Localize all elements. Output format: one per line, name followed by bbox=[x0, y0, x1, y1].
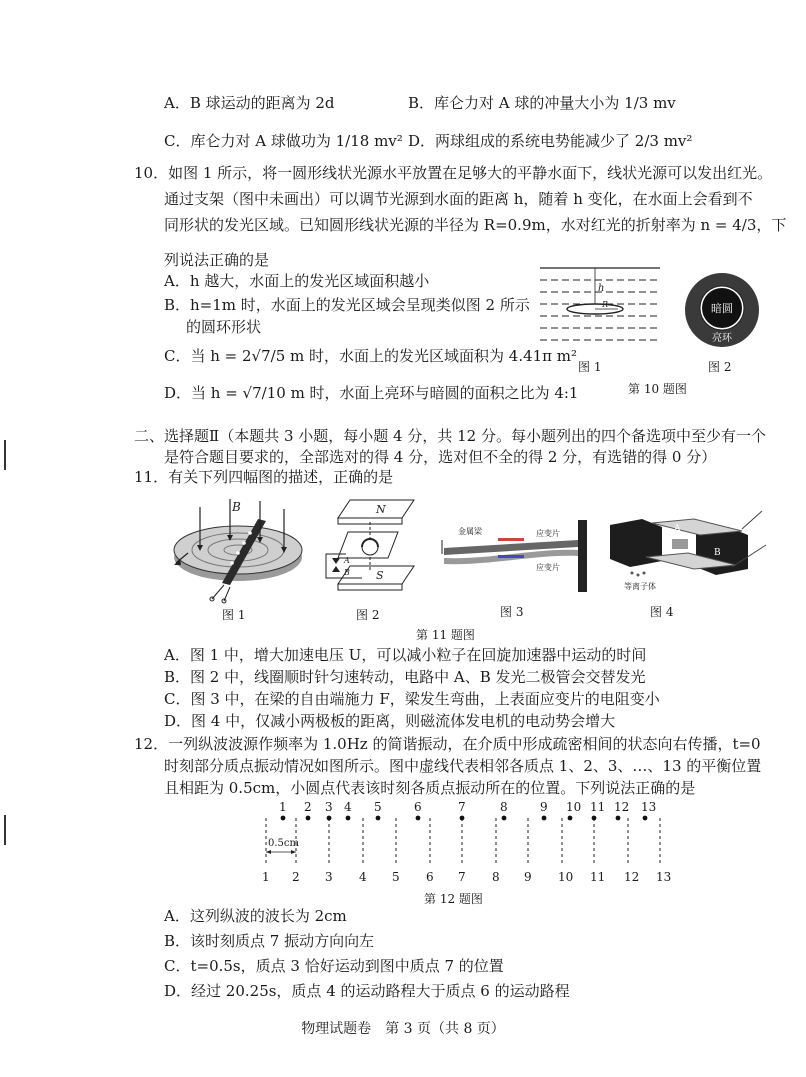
q12-particle-dot bbox=[306, 816, 311, 821]
q11-option-d: D．图 4 中，仅减小两极板的距离，则磁流体发电机的电动势会增大 bbox=[164, 712, 616, 730]
q12-particle-label-top: 9 bbox=[540, 800, 548, 814]
q12-particle-label-top: 3 bbox=[325, 800, 333, 814]
binding-mark bbox=[4, 440, 6, 470]
q11-fig2-b-label: B bbox=[344, 568, 350, 577]
q12-particle-dot bbox=[346, 816, 351, 821]
section2-header-line1: 二、选择题Ⅱ（本题共 3 小题，每小题 4 分，共 12 分。每小题列出的四个备选项中至少有一个 bbox=[134, 427, 766, 445]
q12-option-a: A．这列纵波的波长为 2cm bbox=[164, 907, 347, 925]
q12-equilibrium-label: 9 bbox=[524, 870, 532, 884]
q11-fig3-gauge-top: 应变片 bbox=[536, 529, 560, 538]
q12-equilibrium-label: 6 bbox=[426, 870, 434, 884]
q11-fig4-plasma-label: 等离子体 bbox=[624, 582, 656, 591]
q10-fig2-ring-label: 亮环 bbox=[712, 333, 732, 344]
q12-particle-dot bbox=[643, 816, 648, 821]
q12-equilibrium-label: 11 bbox=[590, 870, 606, 884]
q10-fig1-label: 图 1 bbox=[578, 360, 602, 374]
q12-stem-line3: 且相距为 0.5cm，小圆点代表该时刻各质点振动所在的位置。下列说法正确的是 bbox=[164, 779, 696, 797]
q12-equilibrium-label: 13 bbox=[656, 870, 672, 884]
q12-particle-dot bbox=[416, 816, 421, 821]
q12-equilibrium-label: 8 bbox=[492, 870, 500, 884]
q12-equilibrium-label: 10 bbox=[558, 870, 574, 884]
q9-option-a: A．B 球运动的距离为 2d bbox=[164, 94, 335, 112]
q10-option-a: A．h 越大，水面上的发光区域面积越小 bbox=[164, 272, 430, 290]
q10-option-d: D．当 h = √7/10 m 时，水面上亮环与暗圆的面积之比为 4:1 bbox=[164, 384, 579, 402]
q10-option-c: C．当 h = 2√7/5 m 时，水面上的发光区域面积为 4.41π m² bbox=[164, 347, 578, 365]
q11-fig4-b-label: B bbox=[714, 548, 721, 558]
q12-stem-line2: 时刻部分质点振动情况如图所示。图中虚线代表相邻各质点 1、2、3、…、13 的平衡位置 bbox=[164, 757, 762, 775]
q12-equilibrium-label: 7 bbox=[458, 870, 466, 884]
q12-particle-dot bbox=[502, 816, 507, 821]
q12-equilibrium-label: 4 bbox=[359, 870, 367, 884]
q11-option-c: C．图 3 中，在梁的自由端施力 F，梁发生弯曲，上表面应变片的电阻变小 bbox=[164, 690, 660, 708]
q12-equilibrium-label: 5 bbox=[392, 870, 400, 884]
q10-stem-line4: 列说法正确的是 bbox=[164, 251, 270, 269]
q12-particle-label-top: 2 bbox=[304, 800, 312, 814]
q11-option-b: B．图 2 中，线圈顺时针匀速转动，电路中 A、B 发光二极管会交替发光 bbox=[164, 668, 646, 686]
q9-option-c: C．库仑力对 A 球做功为 1/18 mv² bbox=[164, 132, 403, 150]
q10-option-b-cont: 的圆环形状 bbox=[186, 318, 262, 336]
q12-particle-dot bbox=[376, 816, 381, 821]
q12-particle-label-top: 7 bbox=[458, 800, 466, 814]
q11-option-a: A．图 1 中，增大加速电压 U，可以减小粒子在回旋加速器中运动的时间 bbox=[164, 646, 647, 664]
q11-fig4-a-label: A bbox=[674, 524, 681, 534]
q12-particle-label-top: 10 bbox=[566, 800, 582, 814]
q11-figure-1-cyclotron bbox=[172, 495, 312, 605]
page-footer: 物理试题卷 第 3 页（共 8 页） bbox=[301, 1021, 505, 1037]
q12-particle-dot bbox=[542, 816, 547, 821]
q11-stem: 11．有关下列四幅图的描述，正确的是 bbox=[134, 468, 394, 486]
q10-stem-line1: 10．如图 1 所示，将一圆形线状光源水平放置在足够大的平静水面下，线状光源可以发出红光。 bbox=[134, 164, 773, 182]
q10-fig1-r-label: R bbox=[602, 300, 609, 309]
q12-particle-label-top: 4 bbox=[344, 800, 352, 814]
q12-option-d: D．经过 20.25s，质点 4 的运动路程大于质点 6 的运动路程 bbox=[164, 982, 570, 1000]
q12-particle-label-top: 6 bbox=[414, 800, 422, 814]
q11-fig3-beam-label: 金属梁 bbox=[458, 527, 482, 536]
q12-particle-dot bbox=[616, 816, 621, 821]
q11-fig3-gauge-bottom: 应变片 bbox=[536, 563, 560, 572]
q10-fig1-h-label: h bbox=[598, 283, 605, 294]
q11-fig2-a-label: A bbox=[344, 556, 350, 565]
q12-particle-dot bbox=[327, 816, 332, 821]
q11-fig2-n-label: N bbox=[376, 503, 386, 516]
q11-figure-2-generator bbox=[318, 492, 428, 607]
q12-particle-label-top: 5 bbox=[374, 800, 382, 814]
q11-figure-3-strain-gauge bbox=[438, 520, 598, 600]
q12-figure-caption: 第 12 题图 bbox=[424, 892, 483, 906]
q12-equilibrium-label: 2 bbox=[292, 870, 300, 884]
q12-particle-label-top: 8 bbox=[500, 800, 508, 814]
q11-fig1-label: 图 1 bbox=[222, 608, 246, 622]
q11-figure-4-mhd-generator bbox=[602, 505, 772, 595]
q12-equilibrium-label: 12 bbox=[624, 870, 640, 884]
q12-particle-label-top: 12 bbox=[614, 800, 630, 814]
q11-fig2-label: 图 2 bbox=[356, 608, 380, 622]
section2-header-line2: 是符合题目要求的，全部选对的得 4 分，选对但不全的得 2 分，有选错的得 0 分） bbox=[164, 448, 717, 466]
q10-stem-line2: 通过支架（图中未画出）可以调节光源到水面的距离 h，随着 h 变化，在水面上会看到不 bbox=[164, 190, 753, 208]
q10-stem-line3: 同形状的发光区域。已知圆形线状光源的半径为 R=0.9m，水对红光的折射率为 n = 4/3，下 bbox=[164, 216, 787, 234]
q12-stem-line1: 12．一列纵波波源作频率为 1.0Hz 的简谐振动，在介质中形成疏密相间的状态向右传播，t=0 bbox=[134, 735, 761, 753]
q12-particle-label-top: 13 bbox=[641, 800, 657, 814]
q12-particle-label-top: 1 bbox=[279, 800, 287, 814]
q12-particle-dot bbox=[592, 816, 597, 821]
q12-spacing-label: 0.5cm bbox=[268, 838, 299, 849]
q9-option-d: D．两球组成的系统电势能减少了 2/3 mv² bbox=[408, 132, 693, 150]
q10-option-b: B．h=1m 时，水面上的发光区域会呈现类似图 2 所示 bbox=[164, 296, 530, 314]
q10-fig2-dark-label: 暗圆 bbox=[711, 302, 733, 315]
q11-fig3-label: 图 3 bbox=[500, 605, 524, 619]
q11-fig1-b-label: B bbox=[232, 500, 241, 514]
q12-equilibrium-label: 1 bbox=[262, 870, 270, 884]
q12-option-c: C．t=0.5s，质点 3 恰好运动到图中质点 7 的位置 bbox=[164, 957, 504, 975]
q12-particle-dot bbox=[460, 816, 465, 821]
q11-fig2-s-label: S bbox=[376, 569, 384, 582]
binding-mark bbox=[4, 815, 6, 845]
q12-particle-dot bbox=[568, 816, 573, 821]
q12-particle-label-top: 11 bbox=[590, 800, 606, 814]
q10-figure-2 bbox=[682, 270, 762, 350]
q12-particle-dot bbox=[281, 816, 286, 821]
q12-wave-figure bbox=[250, 800, 690, 890]
q9-option-b: B．库仑力对 A 球的冲量大小为 1/3 mv bbox=[408, 94, 676, 112]
q10-fig2-label: 图 2 bbox=[708, 360, 732, 374]
q10-figure-1 bbox=[538, 264, 662, 354]
q12-option-b: B．该时刻质点 7 振动方向向左 bbox=[164, 932, 375, 950]
q10-figure-caption: 第 10 题图 bbox=[628, 382, 687, 396]
q12-equilibrium-label: 3 bbox=[325, 870, 333, 884]
q11-fig4-label: 图 4 bbox=[650, 605, 674, 619]
q11-figure-caption: 第 11 题图 bbox=[416, 628, 475, 642]
